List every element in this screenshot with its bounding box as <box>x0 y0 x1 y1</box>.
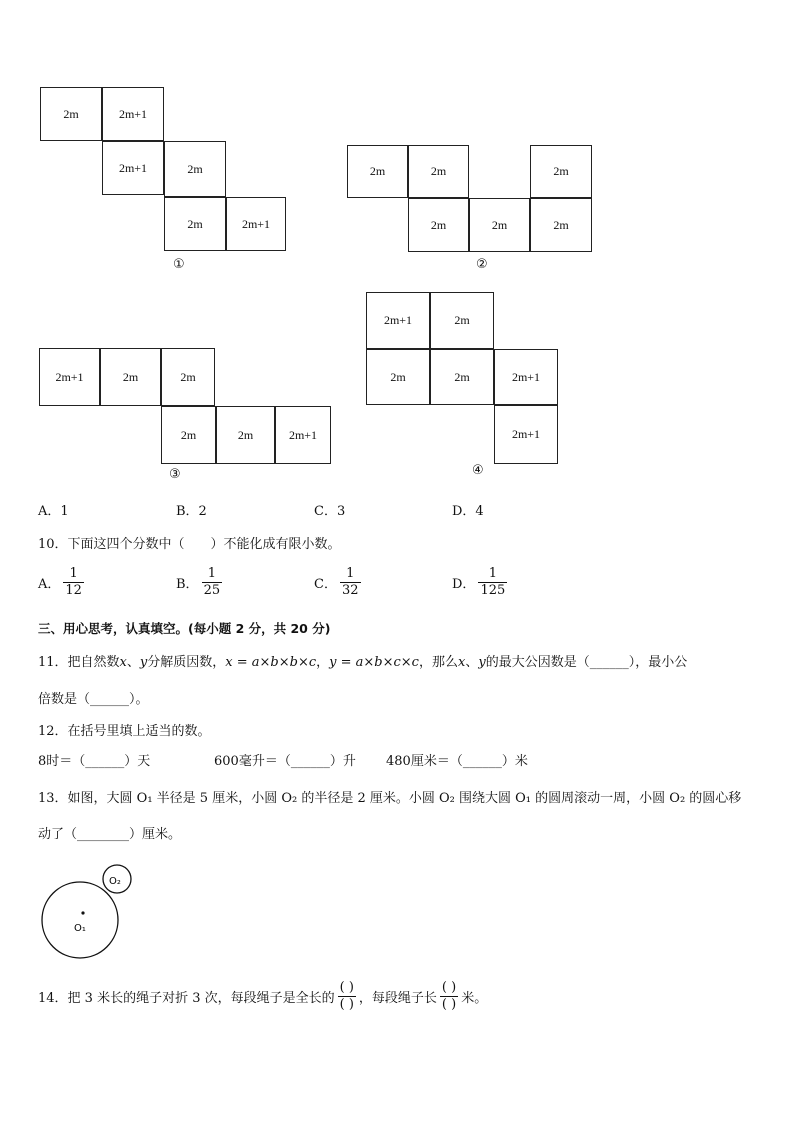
q10-option-b[interactable] <box>176 566 225 599</box>
net-cell: 2m <box>430 292 494 349</box>
blank-fraction[interactable]: $\frac{( )}{( )}$ <box>441 980 457 1012</box>
q10-option-a[interactable] <box>38 566 87 599</box>
section-title: 三、用心思考，认真填空。(每小题 2 分，共 20 分) <box>38 621 331 636</box>
option-letter: B． <box>176 577 199 592</box>
net-cell: 2m+1 <box>102 141 164 195</box>
q12-item-2: 600毫升＝（______）升 <box>214 754 356 769</box>
circles-figure <box>40 860 140 965</box>
net-cell: 2m <box>469 198 530 252</box>
net-cell: 2m <box>164 197 226 251</box>
net-cell: 2m <box>408 145 469 198</box>
net-cell: 2m <box>161 406 216 464</box>
fraction: $\frac{1}{32}$ <box>341 566 359 598</box>
net-cell: 2m <box>408 198 469 252</box>
net-cell: 2m+1 <box>226 197 286 251</box>
figure-label: ② <box>476 257 488 272</box>
q11-line2: 倍数是（______）。 <box>38 692 149 707</box>
big-circle-center <box>81 911 84 914</box>
q12-item-3: 480厘米＝（______）米 <box>386 754 528 769</box>
net-cell: 2m <box>430 349 494 405</box>
q10-option-d[interactable] <box>452 566 510 599</box>
net-cell: 2m+1 <box>39 348 100 406</box>
q9-option-c[interactable]: C．3 <box>314 504 346 519</box>
q13-line1: 13．如图，大圆 O₁ 半径是 5 厘米，小圆 O₂ 的半径是 2 厘米。小圆 O₂ 围绕大圆 O₁ 的圆周滚动一周，小圆 O₂ 的圆心移 <box>38 791 742 806</box>
q12-item-1: 8时＝（______）天 <box>38 754 151 769</box>
net-cell: 2m <box>161 348 215 406</box>
small-circle-label: O₂ <box>109 876 121 887</box>
net-cell: 2m+1 <box>366 292 430 349</box>
fraction: $\frac{1}{25}$ <box>203 566 221 598</box>
q9-option-d[interactable]: D．4 <box>452 504 484 519</box>
net-cell: 2m <box>530 145 592 198</box>
q10-option-c[interactable] <box>314 566 364 599</box>
net-cell: 2m <box>100 348 161 406</box>
net-cell: 2m <box>40 87 102 141</box>
option-letter: A． <box>38 577 61 592</box>
net-cell: 2m+1 <box>494 349 558 405</box>
net-cell: 2m <box>530 198 592 252</box>
figure-label: ④ <box>472 463 484 478</box>
big-circle <box>42 882 118 958</box>
q11-line1: 11．把自然数x、y分解质因数，x = a×b×b×c，y = a×b×c×c，那么x、y的最大公因数是（______），最小公 <box>38 655 688 670</box>
fraction: $\frac{1}{12}$ <box>65 566 82 598</box>
net-cell: 2m <box>366 349 430 405</box>
net-cell: 2m+1 <box>494 405 558 464</box>
option-letter: D． <box>452 577 476 592</box>
q14-line: 14．把 3 米长的绳子对折 3 次，每段绳子是全长的 $\frac{( )}{( )}$ ，每段绳子长 $\frac{( )}{( )}$ 米。 <box>38 980 488 1012</box>
net-cell: 2m <box>347 145 408 198</box>
net-cell: 2m+1 <box>102 87 164 141</box>
net-cell: 2m+1 <box>275 406 331 464</box>
net-cell: 2m <box>216 406 275 464</box>
q9-option-b[interactable]: B．2 <box>176 504 207 519</box>
option-letter: C． <box>314 577 337 592</box>
q10-stem: 10．下面这四个分数中（ ）不能化成有限小数。 <box>38 537 341 552</box>
net-cell: 2m <box>164 141 226 197</box>
figure-label: ③ <box>169 467 181 482</box>
blank-fraction[interactable]: $\frac{( )}{( )}$ <box>339 980 354 1012</box>
q12-stem: 12．在括号里填上适当的数。 <box>38 724 211 739</box>
q9-option-a[interactable]: A．1 <box>38 504 69 519</box>
figure-label: ① <box>173 257 185 272</box>
fraction: $\frac{1}{125}$ <box>480 566 506 598</box>
big-circle-label: O₁ <box>74 923 86 934</box>
q13-line2: 动了（________）厘米。 <box>38 827 182 842</box>
